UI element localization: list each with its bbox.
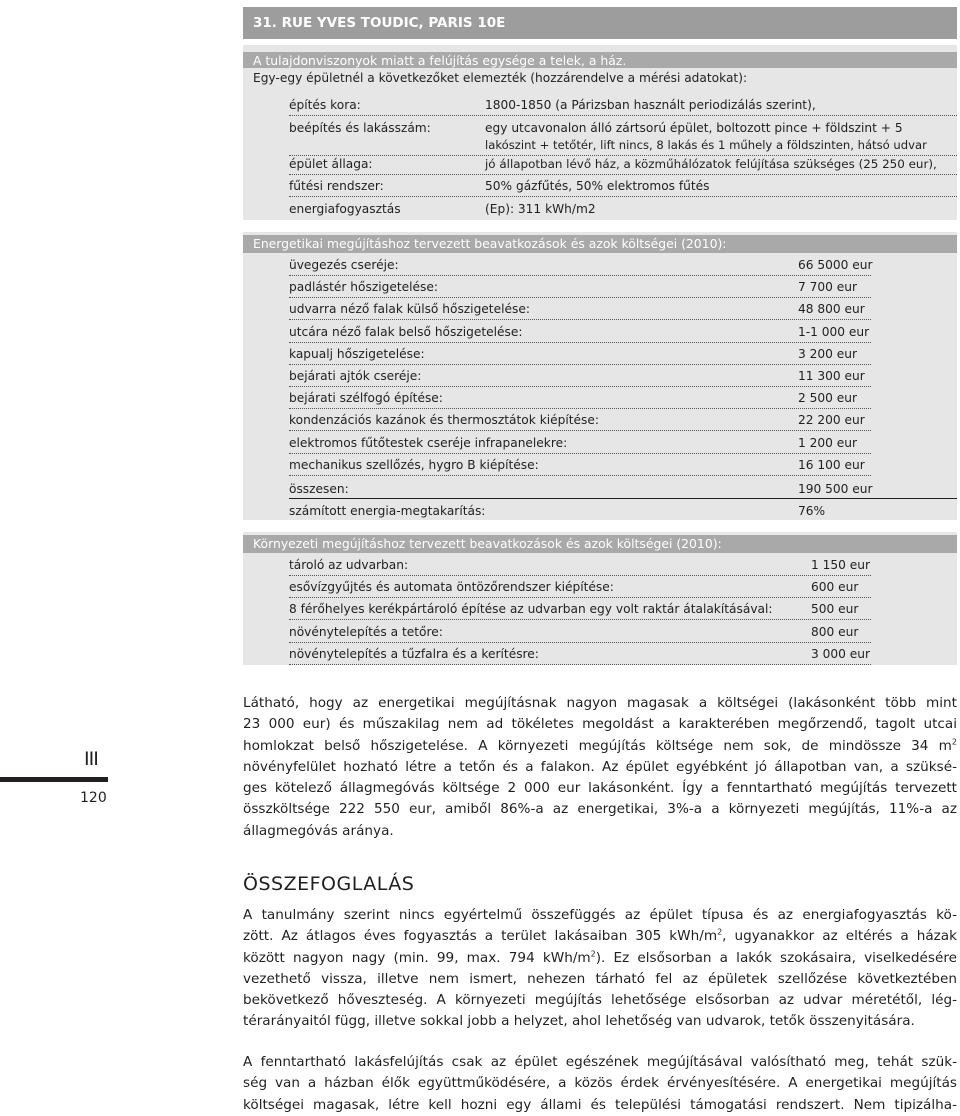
cost-item-value: 1-1 000 eur <box>798 324 870 339</box>
cost-item-value: 11 300 eur <box>798 369 865 383</box>
text-fragment: homlokzat belső hőszigetelése. A környezeti megújítás költsége nem sok, de mindössze 34 m <box>243 737 952 754</box>
saving-value: 76% <box>798 504 826 518</box>
cost-item-label: üvegezés cseréje: <box>289 258 399 272</box>
cost-item-value: 500 eur <box>811 602 859 617</box>
total-label: összesen: <box>289 482 349 496</box>
divider <box>289 642 871 643</box>
cost-item-label: kondenzációs kazánok és thermosztátok kiépítése: <box>289 413 599 428</box>
cost-item-value: 3 200 eur <box>798 346 857 361</box>
divider <box>289 408 871 409</box>
divider <box>289 275 871 276</box>
data-label-construction-age: építés kora: <box>289 98 361 112</box>
text-line: A fenntartható lakásfelújítás csak az épület egészének megújításával valósítható meg, tehát szük- <box>243 1054 957 1070</box>
divider <box>289 297 871 298</box>
divider <box>289 453 871 454</box>
data-value-heating: 50% gázfűtés, 50% elektromos fűtés <box>485 179 710 193</box>
section1-intro: Egy-egy épületnél a következőket elemezték (hozzárendelve a mérési adatokat): <box>253 71 748 85</box>
cost-item-value: 800 eur <box>811 624 859 639</box>
cost-item-value: 1 150 eur <box>811 558 870 572</box>
title-bar <box>243 7 957 39</box>
cost-item-label: utcára néző falak belső hőszigetelése: <box>289 324 523 339</box>
cost-item-label: mechanikus szellőzés, hygro B kiépítése: <box>289 457 539 472</box>
cost-item-label: növénytelepítés a tűzfalra és a kerítésre: <box>289 646 539 661</box>
data-label-energy: energiafogyasztás <box>289 202 401 216</box>
divider <box>289 597 871 598</box>
page-marker-roman: III <box>84 748 98 770</box>
cost-item-label: növénytelepítés a tetőre: <box>289 624 443 639</box>
cost-item-value: 48 800 eur <box>798 302 865 317</box>
data-value-condition: jó állapotban lévő ház, a közműhálózatok felújítása szükséges (25 250 eur), <box>485 157 937 171</box>
data-value-construction-age: 1800-1850 (a Párizsban használt periodizálás szerint), <box>485 98 816 112</box>
text-line: növényfelület hozható létre a tetőn és a falakon. Az épület egyébként jó állapotban van, a szüksé- <box>243 758 957 775</box>
text-line <box>243 736 957 757</box>
page-number: 120 <box>80 790 107 806</box>
superscript: 2 <box>951 737 957 747</box>
text-line: vezethető vissza, illetve nem ismert, nehezen tárható fel az épületek szellőzése következtében <box>243 970 957 987</box>
divider <box>289 475 871 476</box>
text-line: A tanulmány szerint nincs egyértelmű összefüggés az épület típusa és az energiafogyasztás kö- <box>243 907 957 923</box>
data-label-heating: fűtési rendszer: <box>289 179 384 193</box>
data-label-building-type: beépítés és lakásszám: <box>289 121 431 135</box>
text-line: 23 000 eur) és műszakilag nem ad tökéletes megoldást a karakterében megőrzendő, tagolt utcai <box>243 716 957 733</box>
text-fragment: között nagyon nagy (min. 99, max. 794 kWh/m <box>243 949 591 966</box>
text-fragment: zött. Az átlagos éves fogyasztás a terület lakásaiban 305 kWh/m <box>243 928 718 945</box>
superscript: 2 <box>590 949 596 959</box>
page-marker-rule <box>0 777 108 782</box>
cost-item-label: esővízgyűjtés és automata öntözőrendszer kiépítése: <box>289 580 614 595</box>
text-line <box>243 926 957 947</box>
cost-item-value: 600 eur <box>811 580 859 595</box>
text-line: térarányaitól függ, illetve sokkal jobb a helyzet, ahol lehetőség van udvarok, tetők összenyitására. <box>243 1013 915 1030</box>
text-line: bekövetkező hőveszteség. A környezeti megújítás lehetősége elsősorban az udvar méretétől, lég- <box>243 992 957 1009</box>
text-fragment: ). Ez elsősorban a lakók szokásaira, viselkedésére <box>595 949 957 966</box>
cost-item-label: udvarra néző falak külső hőszigetelése: <box>289 302 530 317</box>
divider <box>289 575 871 576</box>
paragraph-conclusion <box>243 693 957 842</box>
divider <box>289 319 871 320</box>
summary-heading: ÖSSZEFOGLALÁS <box>243 873 415 895</box>
cost-item-value: 3 000 eur <box>811 646 870 661</box>
divider <box>289 664 871 665</box>
cost-item-value: 1 200 eur <box>798 435 857 450</box>
divider <box>289 174 957 175</box>
cost-item-value: 16 100 eur <box>798 457 865 472</box>
text-fragment: , ugyanakkor az eltérés a házak <box>722 928 957 945</box>
total-value: 190 500 eur <box>798 482 873 496</box>
text-line: Látható, hogy az energetikai megújításnak nagyon magasak a költségei (lakásonként több mint <box>243 695 957 711</box>
data-value-energy: (Ep): 311 kWh/m2 <box>485 202 596 216</box>
data-value-building-type: egy utcavonalon álló zártsorú épület, boltozott pince + földszint + 5 <box>485 121 903 135</box>
saving-label: számított energia-megtakarítás: <box>289 504 486 518</box>
cost-item-label: bejárati ajtók cseréje: <box>289 369 422 383</box>
divider <box>289 342 871 343</box>
divider <box>289 430 871 431</box>
cost-item-label: kapualj hőszigetelése: <box>289 346 425 361</box>
text-line: ges kötelező állagmegóvás költsége 2 000 eur lakásonként. Így a fenntartható megújítás tervezett <box>243 780 957 797</box>
cost-item-label: bejárati szélfogó építése: <box>289 391 443 406</box>
page-title: 31. RUE YVES TOUDIC, PARIS 10E <box>253 15 506 31</box>
cost-item-value: 7 700 eur <box>798 280 857 295</box>
text-line: összköltsége 222 550 eur, amiből 86%-a az energetikai, 3%-a a környezeti megújítás, 11%-a az <box>243 801 957 818</box>
data-value-building-type-cont: lakószint + tetőtér, lift nincs, 8 lakás és 1 műhely a földszinten, hátsó udvar <box>485 138 927 152</box>
section2-heading: Energetikai megújításhoz tervezett beavatkozások és azok költségei (2010): <box>253 236 727 251</box>
divider <box>289 364 871 365</box>
text-line <box>243 948 957 969</box>
cost-item-label: padlástér hőszigetelése: <box>289 280 438 295</box>
section1-heading: A tulajdonviszonyok miatt a felújítás egysége a telek, a ház. <box>253 53 627 68</box>
divider <box>289 196 957 197</box>
data-label-condition: épület állaga: <box>289 157 373 171</box>
divider <box>289 498 957 499</box>
paragraph-summary <box>243 905 957 1033</box>
text-line: állagmegóvás aránya. <box>243 822 394 839</box>
divider <box>289 115 957 116</box>
cost-item-label: tároló az udvarban: <box>289 558 409 572</box>
divider <box>289 386 871 387</box>
cost-item-value: 22 200 eur <box>798 413 865 428</box>
superscript: 2 <box>717 927 723 937</box>
cost-item-label: 8 férőhelyes kerékpártároló építése az udvarban egy volt raktár átalakításával: <box>289 602 773 617</box>
cost-item-label: elektromos fűtőtestek cseréje infrapanelekre: <box>289 435 568 450</box>
text-line: ség van a házban élők együttműködésére, a közös érdek érvényesítésére. A energetikai megújítás <box>243 1075 957 1092</box>
cost-item-value: 66 5000 eur <box>798 258 873 272</box>
section3-heading: Környezeti megújításhoz tervezett beavatkozások és azok költségei (2010): <box>253 536 722 551</box>
cost-item-value: 2 500 eur <box>798 391 857 406</box>
paragraph-renovation <box>243 1052 957 1116</box>
divider <box>289 619 871 620</box>
text-line: költségei magasak, létre kell hozni egy állami és települési támogatási rendszert. Nem tipizálha- <box>243 1096 957 1113</box>
